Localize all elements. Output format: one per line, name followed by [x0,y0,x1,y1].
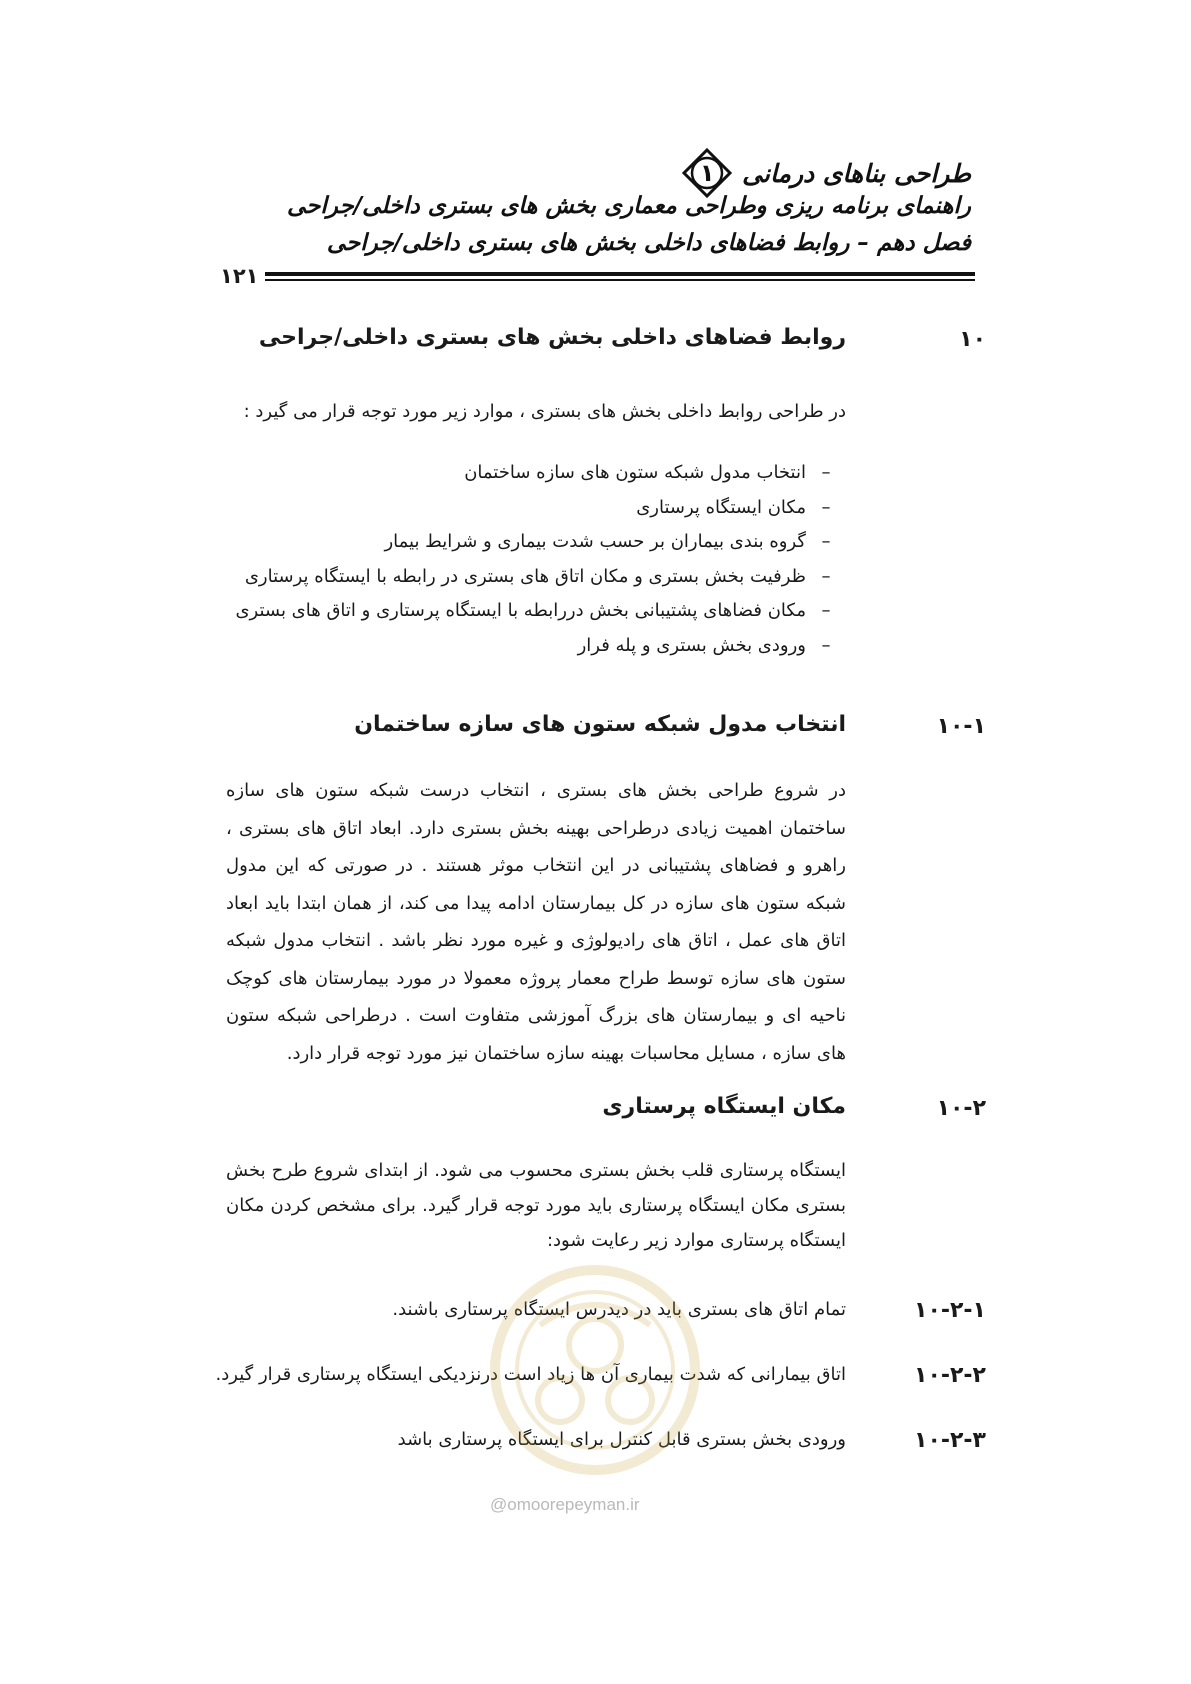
list-item: –ظرفیت بخش بستری و مکان اتاق های بستری در رابطه با ایستگاه پرستاری [235,560,846,595]
dash-icon: – [821,565,831,587]
dash-icon: – [821,496,831,518]
subitem-text: تمام اتاق های بستری باید در دیدرس ایستگاه پرستاری باشند. [392,1299,846,1320]
header-book-title [682,148,971,198]
dash-icon: – [821,634,831,656]
subitem-number: ۱۰-۲-۱ [914,1298,986,1323]
subitem-text: ورودی بخش بستری قابل کنترل برای ایستگاه پرستاری باشد [397,1429,846,1450]
section-number: ۱۰ [959,327,986,352]
header-guide-title: راهنمای برنامه ریزی وطراحی معماری بخش های بستری داخلی/جراحی [287,193,971,219]
page-number: ۱۲۱ [220,264,259,288]
subitem-number: ۱۰-۲-۲ [914,1363,986,1388]
subitem-number: ۱۰-۲-۳ [914,1428,986,1453]
dash-icon: – [821,462,831,483]
list-item: –ورودی بخش بستری و پله فرار [235,629,846,664]
bullet-list [235,456,846,663]
list-item: –مکان ایستگاه پرستاری [235,491,846,526]
section-heading: مکان ایستگاه پرستاری [602,1094,846,1119]
section-heading: انتخاب مدول شبکه ستون های سازه ساختمان [354,712,846,737]
section-paragraph: در شروع طراحی بخش های بستری ، انتخاب درست شبکه ستون های سازه ساختمان اهمیت زیادی درطراحی بهینه بخش بستری دارد. ابعاد اتاق های بستری ، راهرو و فضاهای پشتیبانی در این انتخاب موثر هستند . در صورتی که این مدول شبکه ستون های سازه در کل بیمارستان ادامه پیدا می کند، از همان ابتدا باید ابعاد اتاق های عمل ، اتاق های رادیولوژی و غیره مورد نظر باشد . انتخاب مدول شبکه ستون های سازه توسط طراح معمار پروژه معمولا در مورد بیمارستان های کوچک ناحیه ای و بیمارستان های بزرگ آموزشی متفاوت است . درطراحی شبکه ستون های سازه ، مسایل محاسبات بهینه سازه ساختمان نیز مورد توجه قرار دارد. [226,780,846,1064]
header-book-title-text: طراحی بناهای درمانی [742,158,971,188]
section-number: ۱۰-۱ [936,714,986,739]
volume-number: ۱ [699,159,715,187]
header-rule-thin [265,279,975,281]
section-paragraph: ایستگاه پرستاری قلب بخش بستری محسوب می شود. از ابتدای شروع طرح بخش بستری مکان ایستگاه پرستاری باید مورد توجه قرار گیرد. برای مشخص کردن مکان ایستگاه پرستاری موارد زیر رعایت شود: [226,1160,846,1251]
header-chapter-title: فصل دهم – روابط فضاهای داخلی بخش های بستری داخلی/جراحی [326,230,971,256]
section-number: ۱۰-۲ [936,1096,986,1121]
list-item: –گروه بندی بیماران بر حسب شدت بیماری و شرایط بیمار [235,525,846,560]
header-rule-thick [265,272,975,276]
section-heading: روابط فضاهای داخلی بخش های بستری داخلی/جراحی [258,325,846,350]
list-item: –انتخاب مدول شبکه ستون های سازه ساختمان [235,456,846,491]
volume-badge [682,148,732,198]
dash-icon: – [821,600,831,621]
list-item: –مکان فضاهای پشتیبانی بخش دررابطه با ایستگاه پرستاری و اتاق های بستری [235,594,846,629]
gear-seal-icon [480,1255,710,1485]
dash-icon: – [821,531,831,552]
section-intro: در طراحی روابط داخلی بخش های بستری ، موارد زیر مورد توجه قرار می گیرد : [243,401,846,422]
header-double-rule [265,272,975,286]
watermark-text: @omoorepeyman.ir [490,1495,640,1514]
subitem-text: اتاق بیمارانی که شدت بیماری آن ها زیاد است درنزدیکی ایستگاه پرستاری قرار گیرد. [215,1364,846,1385]
